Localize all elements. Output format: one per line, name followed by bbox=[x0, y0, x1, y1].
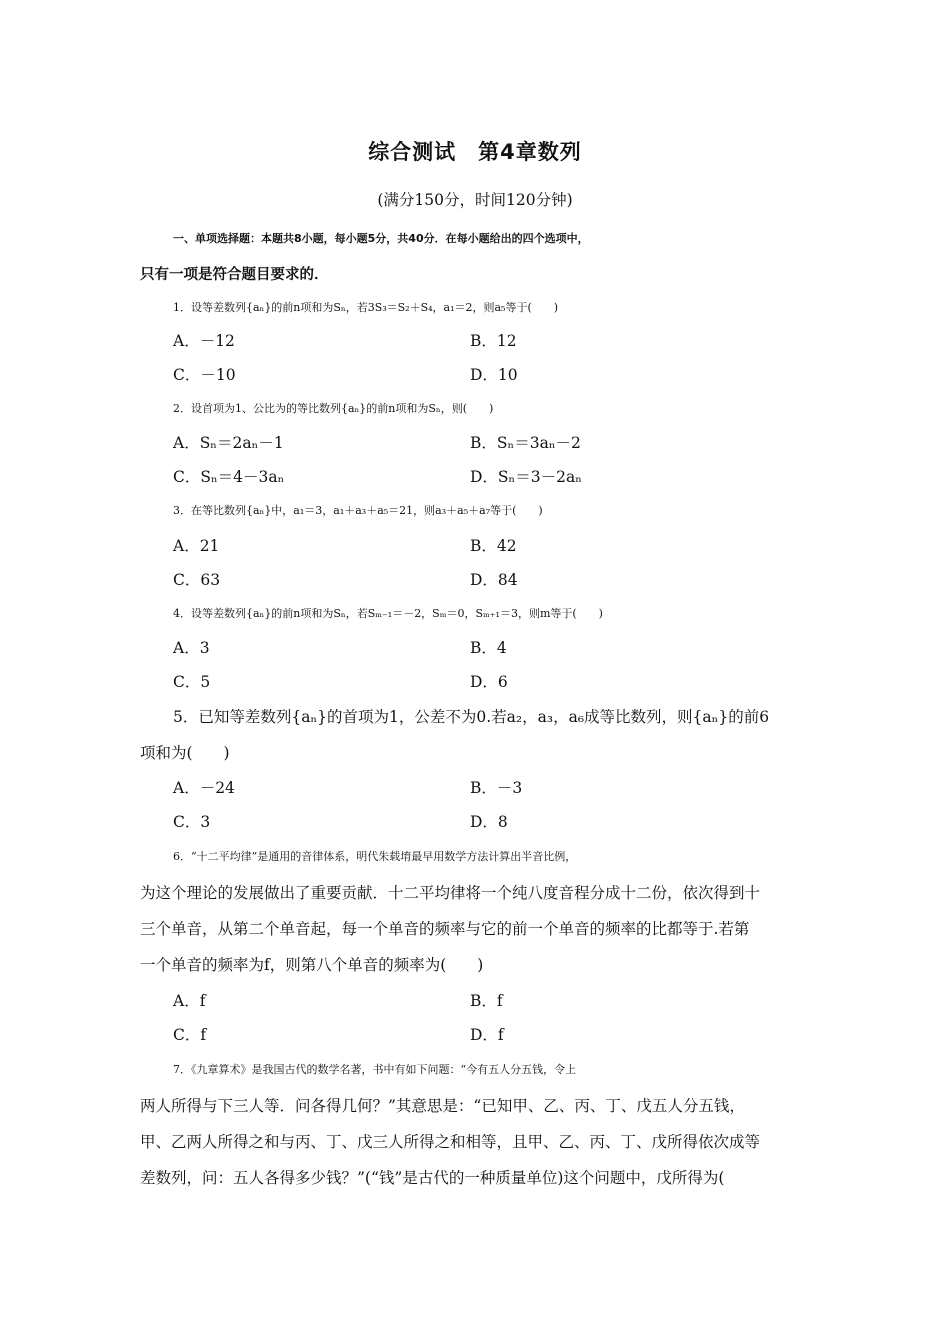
question-1-option-b: B．12 bbox=[470, 332, 517, 350]
section-heading-line1: 一、单项选择题：本题共8小题，每小题5分，共40分．在每小题给出的四个选项中， bbox=[173, 232, 589, 245]
question-6-option-a: A．f bbox=[173, 992, 206, 1010]
question-1-option-d: D．10 bbox=[470, 366, 518, 384]
question-6-option-c: C．f bbox=[173, 1026, 207, 1044]
question-7-stem-line3: 甲、乙两人所得之和与丙、丁、戊三人所得之和相等，且甲、乙、丙、丁、戊所得依次成等 bbox=[140, 1133, 761, 1151]
question-3-option-d: D．84 bbox=[470, 571, 518, 589]
question-3-option-a: A．21 bbox=[173, 537, 220, 555]
question-2-option-a: A．Sₙ＝2aₙ－1 bbox=[173, 434, 284, 452]
question-3-option-b: B．42 bbox=[470, 537, 517, 555]
exam-info: (满分150分，时间120分钟) bbox=[377, 191, 573, 209]
question-5-option-d: D．8 bbox=[470, 813, 508, 831]
question-3-stem: 3．在等比数列{aₙ}中，a₁＝3，a₁＋a₃＋a₅＝21，则a₃＋a₅＋a₇等于( ) bbox=[173, 504, 543, 517]
question-6-stem-line1: 6．“十二平均律”是通用的音律体系，明代朱载堉最早用数学方法计算出半音比例， bbox=[173, 850, 577, 863]
question-4-stem: 4．设等差数列{aₙ}的前n项和为Sₙ，若Sₘ₋₁＝－2，Sₘ＝0，Sₘ₊₁＝3，则m等于( ) bbox=[173, 607, 603, 620]
question-2-option-c: C．Sₙ＝4－3aₙ bbox=[173, 468, 285, 486]
question-5-option-a: A．－24 bbox=[173, 779, 235, 797]
question-6-option-d: D．f bbox=[470, 1026, 504, 1044]
page-title: 综合测试 第4章数列 bbox=[368, 140, 582, 164]
question-5-option-b: B．－3 bbox=[470, 779, 523, 797]
question-1-stem: 1．设等差数列{aₙ}的前n项和为Sₙ，若3S₃＝S₂＋S₄，a₁＝2，则a₅等于( ) bbox=[173, 301, 559, 314]
question-7-stem-line2: 两人所得与下三人等．问各得几何？”其意思是：“已知甲、乙、丙、丁、戊五人分五钱， bbox=[140, 1097, 745, 1115]
question-4-option-d: D．6 bbox=[470, 673, 508, 691]
question-4-option-c: C．5 bbox=[173, 673, 211, 691]
question-5-stem-line2: 项和为( ) bbox=[140, 744, 230, 762]
question-7-stem-line1: 7．《九章算术》是我国古代的数学名著，书中有如下问题：“今有五人分五钱，令上 bbox=[173, 1063, 577, 1076]
question-6-option-b: B．f bbox=[470, 992, 503, 1010]
question-7-stem-line4: 差数列，问：五人各得多少钱？”(“钱”是古代的一种质量单位)这个问题中，戊所得为( bbox=[140, 1169, 725, 1187]
question-2-option-b: B．Sₙ＝3aₙ－2 bbox=[470, 434, 581, 452]
question-3-option-c: C．63 bbox=[173, 571, 221, 589]
question-6-stem-line2: 为这个理论的发展做出了重要贡献．十二平均律将一个纯八度音程分成十二份，依次得到十 bbox=[140, 884, 761, 902]
question-4-option-b: B．4 bbox=[470, 639, 507, 657]
question-6-stem-line4: 一个单音的频率为f，则第八个单音的频率为( ) bbox=[140, 956, 484, 974]
question-6-stem-line3: 三个单音，从第二个单音起，每一个单音的频率与它的前一个单音的频率的比都等于.若第 bbox=[140, 920, 750, 938]
question-1-option-a: A．－12 bbox=[173, 332, 235, 350]
question-1-option-c: C．－10 bbox=[173, 366, 236, 384]
section-heading-line2: 只有一项是符合题目要求的． bbox=[140, 267, 329, 283]
question-4-option-a: A．3 bbox=[173, 639, 210, 657]
question-2-option-d: D．Sₙ＝3－2aₙ bbox=[470, 468, 582, 486]
question-2-stem: 2．设首项为1、公比为的等比数列{aₙ}的前n项和为Sₙ，则( ) bbox=[173, 402, 494, 415]
question-5-option-c: C．3 bbox=[173, 813, 211, 831]
question-5-stem-line1: 5．已知等差数列{aₙ}的首项为1，公差不为0.若a₂，a₃，a₆成等比数列，则{aₙ}的前6 bbox=[173, 708, 770, 726]
